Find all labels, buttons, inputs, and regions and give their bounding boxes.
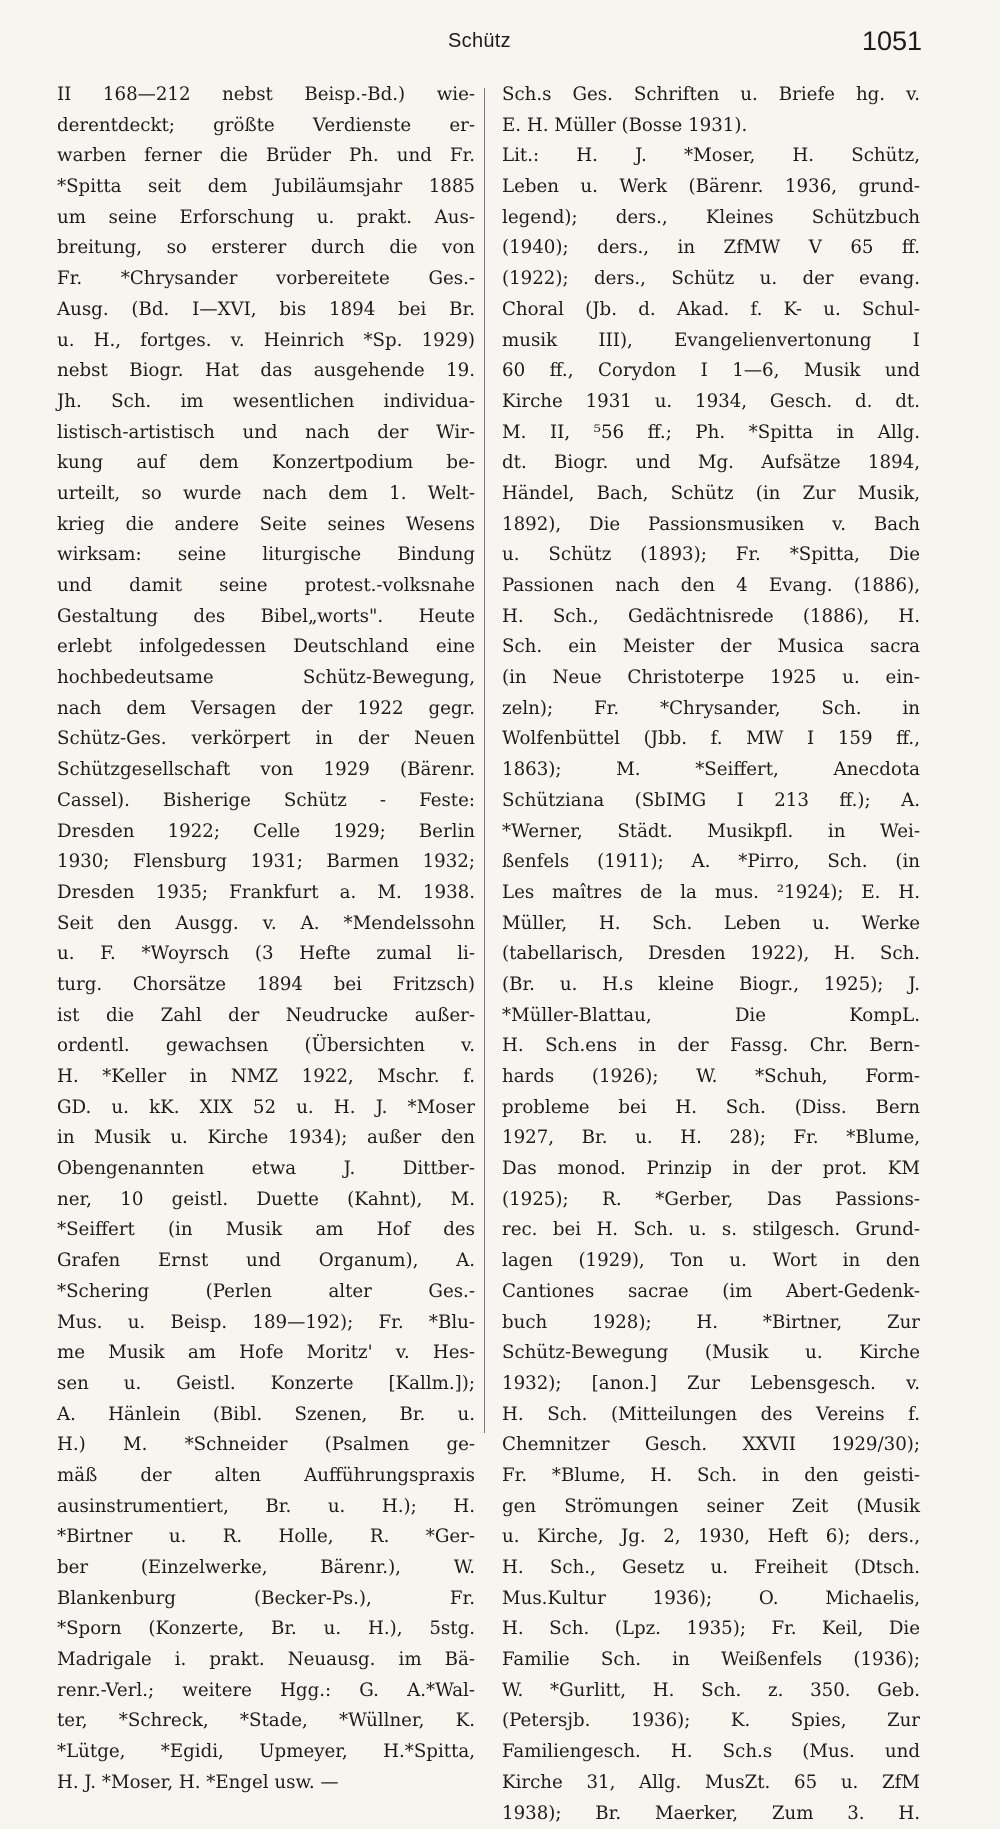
- text-line: Obengenannten etwa J. Dittber-: [57, 1154, 475, 1185]
- text-line: krieg die andere Seite seines Wesens: [57, 510, 475, 541]
- text-line: Ausg. (Bd. I—XVI, bis 1894 bei Br.: [57, 295, 475, 326]
- text-line: W. *Gurlitt, H. Sch. z. 350. Geb.: [502, 1676, 920, 1707]
- text-line: urteilt, so wurde nach dem 1. Welt-: [57, 479, 475, 510]
- text-line: M. II, ⁵56 ff.; Ph. *Spitta in Allg.: [502, 418, 920, 449]
- text-line: Das monod. Prinzip in der prot. KM: [502, 1154, 920, 1185]
- text-line: (in Neue Christoterpe 1925 u. ein-: [502, 663, 920, 694]
- text-line: Cantiones sacrae (im Abert-Gedenk-: [502, 1277, 920, 1308]
- text-line: hochbedeutsame Schütz-Bewegung,: [57, 663, 475, 694]
- text-line: Fr. *Chrysander vorbereitete Ges.-: [57, 264, 475, 295]
- text-line: u. Schütz (1893); Fr. *Spitta, Die: [502, 540, 920, 571]
- text-line: turg. Chorsätze 1894 bei Fritzsch): [57, 970, 475, 1001]
- text-line: *Lütge, *Egidi, Upmeyer, H.*Spitta,: [57, 1737, 475, 1768]
- text-line: Sch.s Ges. Schriften u. Briefe hg. v.: [502, 80, 920, 111]
- text-line: Leben u. Werk (Bärenr. 1936, grund-: [502, 172, 920, 203]
- text-line: rec. bei H. Sch. u. s. stilgesch. Grund-: [502, 1215, 920, 1246]
- text-line: kung auf dem Konzertpodium be-: [57, 448, 475, 479]
- text-line: *Müller-Blattau, Die KompL.: [502, 1001, 920, 1032]
- text-line: Sch. ein Meister der Musica sacra: [502, 632, 920, 663]
- text-line: Blankenburg (Becker-Ps.), Fr.: [57, 1584, 475, 1615]
- text-line: nebst Biogr. Hat das ausgehende 19.: [57, 356, 475, 387]
- text-line: Les maîtres de la mus. ²1924); E. H.: [502, 878, 920, 909]
- text-line: me Musik am Hofe Moritz' v. Hes-: [57, 1338, 475, 1369]
- left-column: [57, 80, 475, 1799]
- text-line: Müller, H. Sch. Leben u. Werke: [502, 909, 920, 940]
- text-line: ordentl. gewachsen (Übersichten v.: [57, 1031, 475, 1062]
- text-line: breitung, so ersterer durch die von: [57, 233, 475, 264]
- text-line: derentdeckt; größte Verdienste er-: [57, 111, 475, 142]
- page-header: [0, 22, 1000, 62]
- text-line: *Sporn (Konzerte, Br. u. H.), 5stg.: [57, 1614, 475, 1645]
- text-line: (1922); ders., Schütz u. der evang.: [502, 264, 920, 295]
- text-line: Madrigale i. prakt. Neuausg. im Bä-: [57, 1645, 475, 1676]
- text-line: ausinstrumentiert, Br. u. H.); H.: [57, 1492, 475, 1523]
- text-line: (1940); ders., in ZfMW V 65 ff.: [502, 233, 920, 264]
- text-line: in Musik u. Kirche 1934); außer den: [57, 1123, 475, 1154]
- text-line: nach dem Versagen der 1922 gegr.: [57, 694, 475, 725]
- text-line: Dresden 1935; Frankfurt a. M. 1938.: [57, 878, 475, 909]
- text-line: Chemnitzer Gesch. XXVII 1929/30);: [502, 1430, 920, 1461]
- text-line: 1938); Br. Maerker, Zum 3. H.: [502, 1799, 920, 1829]
- text-line: (Br. u. H.s kleine Biogr., 1925); J.: [502, 970, 920, 1001]
- text-line: sen u. Geistl. Konzerte [Kallm.]);: [57, 1369, 475, 1400]
- text-line: mäß der alten Aufführungspraxis: [57, 1461, 475, 1492]
- text-line: warben ferner die Brüder Ph. und Fr.: [57, 141, 475, 172]
- text-line: 1892), Die Passionsmusiken v. Bach: [502, 510, 920, 541]
- text-line: Schütziana (SbIMG I 213 ff.); A.: [502, 786, 920, 817]
- text-line: H. J. *Moser, H. *Engel usw. —: [57, 1768, 475, 1799]
- text-line: Grafen Ernst und Organum), A.: [57, 1246, 475, 1277]
- text-line: Fr. *Blume, H. Sch. in den geisti-: [502, 1461, 920, 1492]
- text-line: GD. u. kK. XIX 52 u. H. J. *Moser: [57, 1093, 475, 1124]
- text-line: und damit seine protest.-volksnahe: [57, 571, 475, 602]
- text-line: Cassel). Bisherige Schütz - Feste:: [57, 786, 475, 817]
- text-line: *Schering (Perlen alter Ges.-: [57, 1277, 475, 1308]
- text-line: H.) M. *Schneider (Psalmen ge-: [57, 1430, 475, 1461]
- text-line: dt. Biogr. und Mg. Aufsätze 1894,: [502, 448, 920, 479]
- text-line: probleme bei H. Sch. (Diss. Bern: [502, 1093, 920, 1124]
- text-line: Wolfenbüttel (Jbb. f. MW I 159 ff.,: [502, 724, 920, 755]
- right-column: [502, 80, 920, 1829]
- text-line: *Spitta seit dem Jubiläumsjahr 1885: [57, 172, 475, 203]
- text-line: lagen (1929), Ton u. Wort in den: [502, 1246, 920, 1277]
- text-line: u. Kirche, Jg. 2, 1930, Heft 6); ders.,: [502, 1522, 920, 1553]
- text-line: (tabellarisch, Dresden 1922), H. Sch.: [502, 939, 920, 970]
- text-line: *Werner, Städt. Musikpfl. in Wei-: [502, 817, 920, 848]
- text-line: H. Sch.ens in der Fassg. Chr. Bern-: [502, 1031, 920, 1062]
- text-line: Kirche 31, Allg. MusZt. 65 u. ZfM: [502, 1768, 920, 1799]
- text-line: 60 ff., Corydon I 1—6, Musik und: [502, 356, 920, 387]
- text-line: ßenfels (1911); A. *Pirro, Sch. (in: [502, 847, 920, 878]
- text-line: Lit.: H. J. *Moser, H. Schütz,: [502, 141, 920, 172]
- text-line: um seine Erforschung u. prakt. Aus-: [57, 203, 475, 234]
- running-head: Schütz: [448, 30, 511, 53]
- text-line: *Seiffert (in Musik am Hof des: [57, 1215, 475, 1246]
- text-line: Choral (Jb. d. Akad. f. K- u. Schul-: [502, 295, 920, 326]
- text-line: Schütz-Ges. verkörpert in der Neuen: [57, 724, 475, 755]
- text-line: Seit den Ausgg. v. A. *Mendelssohn: [57, 909, 475, 940]
- text-line: A. Hänlein (Bibl. Szenen, Br. u.: [57, 1400, 475, 1431]
- text-line: ber (Einzelwerke, Bärenr.), W.: [57, 1553, 475, 1584]
- text-line: Schütz-Bewegung (Musik u. Kirche: [502, 1338, 920, 1369]
- text-line: ter, *Schreck, *Stade, *Wüllner, K.: [57, 1706, 475, 1737]
- text-line: erlebt infolgedessen Deutschland eine: [57, 632, 475, 663]
- text-line: hards (1926); W. *Schuh, Form-: [502, 1062, 920, 1093]
- page-number: 1051: [862, 26, 922, 57]
- text-line: II 168—212 nebst Beisp.-Bd.) wie-: [57, 80, 475, 111]
- text-line: buch 1928); H. *Birtner, Zur: [502, 1308, 920, 1339]
- text-line: *Birtner u. R. Holle, R. *Ger-: [57, 1522, 475, 1553]
- text-line: 1927, Br. u. H. 28); Fr. *Blume,: [502, 1123, 920, 1154]
- text-line: (Petersjb. 1936); K. Spies, Zur: [502, 1706, 920, 1737]
- text-line: H. Sch., Gesetz u. Freiheit (Dtsch.: [502, 1553, 920, 1584]
- text-line: wirksam: seine liturgische Bindung: [57, 540, 475, 571]
- text-line: Kirche 1931 u. 1934, Gesch. d. dt.: [502, 387, 920, 418]
- text-line: gen Strömungen seiner Zeit (Musik: [502, 1492, 920, 1523]
- text-line: H. Sch. (Mitteilungen des Vereins f.: [502, 1400, 920, 1431]
- text-line: 1932); [anon.] Zur Lebensgesch. v.: [502, 1369, 920, 1400]
- text-line: ist die Zahl der Neudrucke außer-: [57, 1001, 475, 1032]
- text-line: Passionen nach den 4 Evang. (1886),: [502, 571, 920, 602]
- text-line: H. Sch. (Lpz. 1935); Fr. Keil, Die: [502, 1614, 920, 1645]
- text-line: 1863); M. *Seiffert, Anecdota: [502, 755, 920, 786]
- text-line: Händel, Bach, Schütz (in Zur Musik,: [502, 479, 920, 510]
- text-line: Gestaltung des Bibel„worts". Heute: [57, 602, 475, 633]
- text-line: ner, 10 geistl. Duette (Kahnt), M.: [57, 1185, 475, 1216]
- text-line: legend); ders., Kleines Schützbuch: [502, 203, 920, 234]
- text-line: listisch-artistisch und nach der Wir-: [57, 418, 475, 449]
- text-line: H. *Keller in NMZ 1922, Mschr. f.: [57, 1062, 475, 1093]
- text-line: 1930; Flensburg 1931; Barmen 1932;: [57, 847, 475, 878]
- text-line: Dresden 1922; Celle 1929; Berlin: [57, 817, 475, 848]
- text-line: E. H. Müller (Bosse 1931).: [502, 111, 920, 142]
- text-line: u. F. *Woyrsch (3 Hefte zumal li-: [57, 939, 475, 970]
- text-line: Mus.Kultur 1936); O. Michaelis,: [502, 1584, 920, 1615]
- text-line: Familie Sch. in Weißenfels (1936);: [502, 1645, 920, 1676]
- text-line: (1925); R. *Gerber, Das Passions-: [502, 1185, 920, 1216]
- column-divider: [484, 88, 485, 1433]
- text-line: Familiengesch. H. Sch.s (Mus. und: [502, 1737, 920, 1768]
- text-line: Mus. u. Beisp. 189—192); Fr. *Blu-: [57, 1308, 475, 1339]
- text-line: renr.-Verl.; weitere Hgg.: G. A.*Wal-: [57, 1676, 475, 1707]
- text-line: H. Sch., Gedächtnisrede (1886), H.: [502, 602, 920, 633]
- text-line: Schützgesellschaft von 1929 (Bärenr.: [57, 755, 475, 786]
- text-line: musik III), Evangelienvertonung I: [502, 326, 920, 357]
- text-line: zeln); Fr. *Chrysander, Sch. in: [502, 694, 920, 725]
- text-line: Jh. Sch. im wesentlichen individua-: [57, 387, 475, 418]
- text-line: u. H., fortges. v. Heinrich *Sp. 1929): [57, 326, 475, 357]
